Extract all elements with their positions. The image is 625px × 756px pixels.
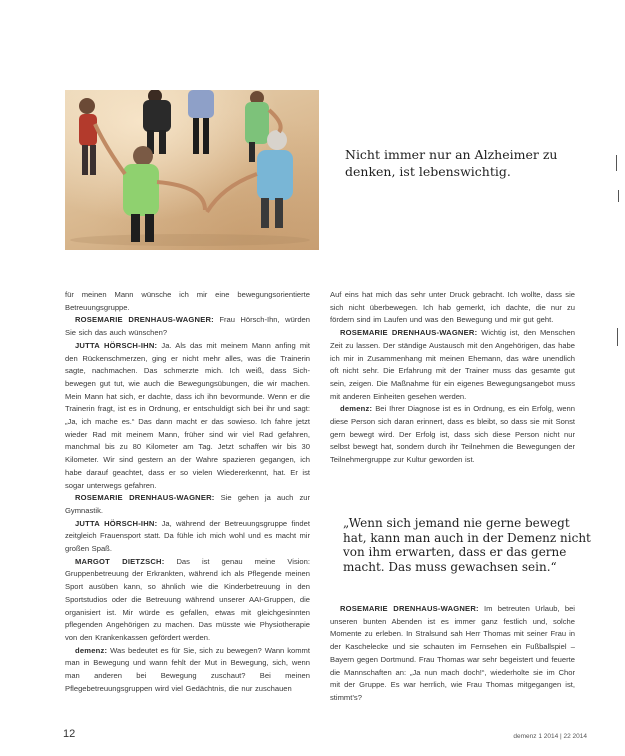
speaker-name: MARGOT DIETZSCH: xyxy=(75,556,165,566)
paragraph-text: Was bedeutet es für Sie, sich zu bewegen? Wann kommt man in Bewegung und wann fehlt der Mut in Bewegung, sich, wenn man anderen bei Bewegung zuschaut? Bei meinen Pflegebetreuungsgruppen wird viel Gedächtnis, die nur zuschauen xyxy=(65,645,310,693)
paragraph xyxy=(65,645,310,696)
paragraph xyxy=(330,403,575,467)
middle-pullquote: „Wenn sich jemand nie gerne bewegt hat, kann man auch in der Demenz nicht von ihm erwarten, dass er das gerne macht. Das muss gewachsen sein.“ xyxy=(343,516,591,574)
paragraph xyxy=(330,603,575,705)
paragraph xyxy=(65,289,310,314)
paragraph-text: Das ist genau meine Vision: Gruppenbetreuung der Erkrankten, während ich als Pflegende meinen Sport ausüben kann, so ähnlich wie die Kinderbetreuung in den Sportstudios oder die Betreuung während unserer AAI-Gruppen, die organisiert ist. Mir würde es gefallen, etwas mit gleichgesinnten pflegenden Angehörigen zu machen. Das müsste wie Physiotherapie von den Krankenkassen gefördert werden. xyxy=(65,556,310,642)
page-edge-mark xyxy=(618,190,619,202)
speaker-name: ROSEMARIE DRENHAUS-WAGNER: xyxy=(75,493,215,503)
paragraph xyxy=(65,340,310,492)
paragraph-text: Bei Ihrer Diagnose ist es in Ordnung, es ein Erfolg, wenn diese Person sich daran erinnert, dass es bleibt, so dass sie mit Sonst gern bewegt wird. Der Erfolg ist, dass sich diese Person nicht nur selbst bewegt hat, sondern durch ihr Teilnehmen die Bewegungen der Teilnehmergruppe zur Kultur geworden ist. xyxy=(330,404,575,465)
paragraph-text: Ja. Als das mit meinem Mann anfing mit den Rückenschmerzen, ging er nicht mehr alles, was die Trainerin sagte, nachmachen. Das schmerzte mich. Ich weiß, dass Sich-bewegen gut tut, wie auch die Bewegungsübungen, die wir machen. Mein Mann hat sich, er dachte, dass ich ihn bevormunde. Wenn er die Trainerin fragt, ist es in Ordnung, er entschuldigt sich bei ihr und sagt: „Ja, ich mache es.“ Das dann macht er das sowieso. Ich fahre jetzt wieder Rad mit meinem Mann, früher sind wir viel Rad gefahren, manchmal bis zu 80 Kilometer am Tag. Jetzt schaffen wir bis 30 Kilometer. Wir sind gestern an der Wahre spazieren gegangen, ich habe darauf geachtet, dass er so vielen Wiedererkennt, hat. Er ist sogar unterwegs gefahren. xyxy=(65,340,310,490)
speaker-name: ROSEMARIE DRENHAUS-WAGNER: xyxy=(340,604,479,613)
paragraph-text: Im betreuten Urlaub, bei unseren bunten Abenden ist es immer ganz festlich und, solche Momente zu erleben. In Stralsund sah Herr Thomas mit seiner Frau in der Kaschelecke und sie schauten im Fernsehen ein Fußballspiel – Bayern gegen Dortmund. Frau Thomas war sehr begeistert und feuerte die Mannschaften an: „Ja nun mach doch!“, wiederholte sie im Chor mit der Gruppe. Es war herrlich, wie Frau Thomas mitgegangen ist, stimmt’s? xyxy=(330,604,575,702)
right-text-column-top xyxy=(330,289,575,494)
page-edge-mark xyxy=(616,155,617,171)
paragraph xyxy=(65,492,310,517)
left-text-column xyxy=(65,289,310,731)
paragraph-text: Wichtig ist, den Menschen Zeit zu lassen. Der ständige Austausch mit den Angehörigen, das habe ich mir in Zusammenhang mit meinen Ehemann, das wäre unendlich oft nicht sehr. Die Erfahrung mit der Trainer muss das gesamte gut sein, zeigen. Die Maßnahme für ein eigenes Bewegungsangebot muss mit anderen Einheiten gesehen werden. xyxy=(330,328,575,401)
paragraph xyxy=(65,518,310,556)
speaker-name: JUTTA HÖRSCH-IHN: xyxy=(75,518,158,528)
speaker-name: JUTTA HÖRSCH-IHN: xyxy=(75,340,158,350)
paragraph xyxy=(330,289,575,327)
paragraph-text: Sie gehen ja auch zur Gymnastik. xyxy=(65,493,310,515)
group-exercise-illustration xyxy=(65,90,319,250)
right-text-column-bottom xyxy=(330,603,575,731)
paragraph xyxy=(65,314,310,339)
speaker-name: demenz: xyxy=(340,404,373,414)
paragraph-text: Ja, während der Betreuungsgruppe findet zeitgleich Frauensport statt. Da fühle ich mich wohl und es macht mir großen Spaß. xyxy=(65,518,310,554)
page-edge-mark xyxy=(617,328,618,346)
speaker-name: ROSEMARIE DRENHAUS-WAGNER: xyxy=(75,315,214,325)
paragraph-text: Frau Hörsch-Ihn, würden Sie sich das auch wünschen? xyxy=(65,315,310,338)
speaker-name: ROSEMARIE DRENHAUS-WAGNER: xyxy=(340,328,478,338)
paragraph-text: für meinen Mann wünsche ich mir eine bewegungsorientierte Betreuungsgruppe. xyxy=(65,290,310,312)
paragraph xyxy=(65,556,310,645)
top-pullquote: Nicht immer nur an Alzheimer zu denken, ist lebenswichtig. xyxy=(345,147,558,179)
paragraph-text: Auf eins hat mich das sehr unter Druck gebracht. Ich wollte, dass sie sich nicht überbewegen. Ich hab gemerkt, ich dachte, die nur zu fördern sind im Laufen und was den Bewegung und mir gut geht. xyxy=(330,290,575,325)
group-exercise-photo xyxy=(65,90,319,250)
magazine-footer: demenz 1 2014 | 22 2014 xyxy=(513,733,587,740)
paragraph xyxy=(330,327,575,403)
page-number: 12 xyxy=(63,728,76,740)
speaker-name: demenz: xyxy=(75,645,108,655)
